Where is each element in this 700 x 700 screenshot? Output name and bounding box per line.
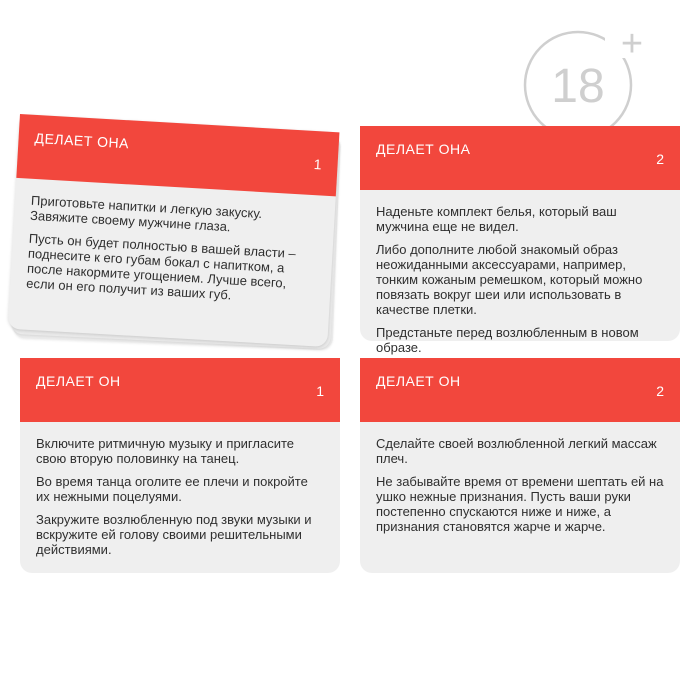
card-title: ДЕЛАЕТ ОН xyxy=(376,373,461,389)
card-body xyxy=(360,190,680,355)
card-body xyxy=(10,178,336,308)
age-rating-text: 18 xyxy=(551,60,605,113)
card-paragraph: Приготовьте напитки и легкую закуску. Завяжите своему мужчине глаза. xyxy=(29,192,263,235)
card-paragraph: Сделайте своей возлюбленной легкий массаж плеч. xyxy=(376,436,657,466)
card-title: ДЕЛАЕТ ОНА xyxy=(34,129,130,152)
card-deck xyxy=(20,114,350,344)
age-rating-icon xyxy=(520,22,670,142)
card-title: ДЕЛАЕТ ОН xyxy=(36,373,121,389)
card-paragraph: Либо дополните любой знакомый образ неожиданными аксессуарами, например, тонким кожаным ремешком, который можно повязать вокруг шеи или использовать в качестве плетки. xyxy=(376,242,643,317)
age-rating-badge xyxy=(520,22,670,142)
card-header xyxy=(360,126,680,190)
card-paragraph: Не забывайте время от времени шептать ей на ушко нежные признания. Пусть ваши руки постепенно спускаются ниже и ниже, а признания становятся жарче и жарче. xyxy=(376,474,664,534)
card-he-1[interactable] xyxy=(20,358,340,573)
card-header xyxy=(360,358,680,422)
card-she-2[interactable] xyxy=(360,126,680,355)
card-he-2[interactable] xyxy=(360,358,680,573)
card-number: 2 xyxy=(656,151,664,167)
card-paragraph: Во время танца оголите ее плечи и покройте их нежными поцелуями. xyxy=(36,474,308,504)
card-paragraph: Наденьте комплект белья, который ваш мужчина еще не видел. xyxy=(376,204,617,234)
card-number: 2 xyxy=(656,383,664,399)
card-she-1[interactable] xyxy=(8,114,340,347)
card-paragraph: Пусть он будет полностью в вашей власти – поднесите к его губам бокал с напитком, а после накормите угощением. Лучше всего, если он его получит из ваших губ. xyxy=(25,230,297,303)
age-rating-plus: + xyxy=(620,23,644,65)
card-number: 1 xyxy=(313,156,323,173)
card-header xyxy=(20,358,340,422)
card-paragraph: Закружите возлюбленную под звуки музыки и вскружите ей голову своими решительными действиями. xyxy=(36,512,312,557)
card-paragraph: Включите ритмичную музыку и пригласите свою вторую половинку на танец. xyxy=(36,436,295,466)
card-paragraph: Предстаньте перед возлюбленным в новом образе. xyxy=(376,325,639,355)
card-body xyxy=(360,422,680,534)
card-number: 1 xyxy=(316,383,324,399)
card-title: ДЕЛАЕТ ОНА xyxy=(376,141,471,157)
card-body xyxy=(20,422,340,557)
